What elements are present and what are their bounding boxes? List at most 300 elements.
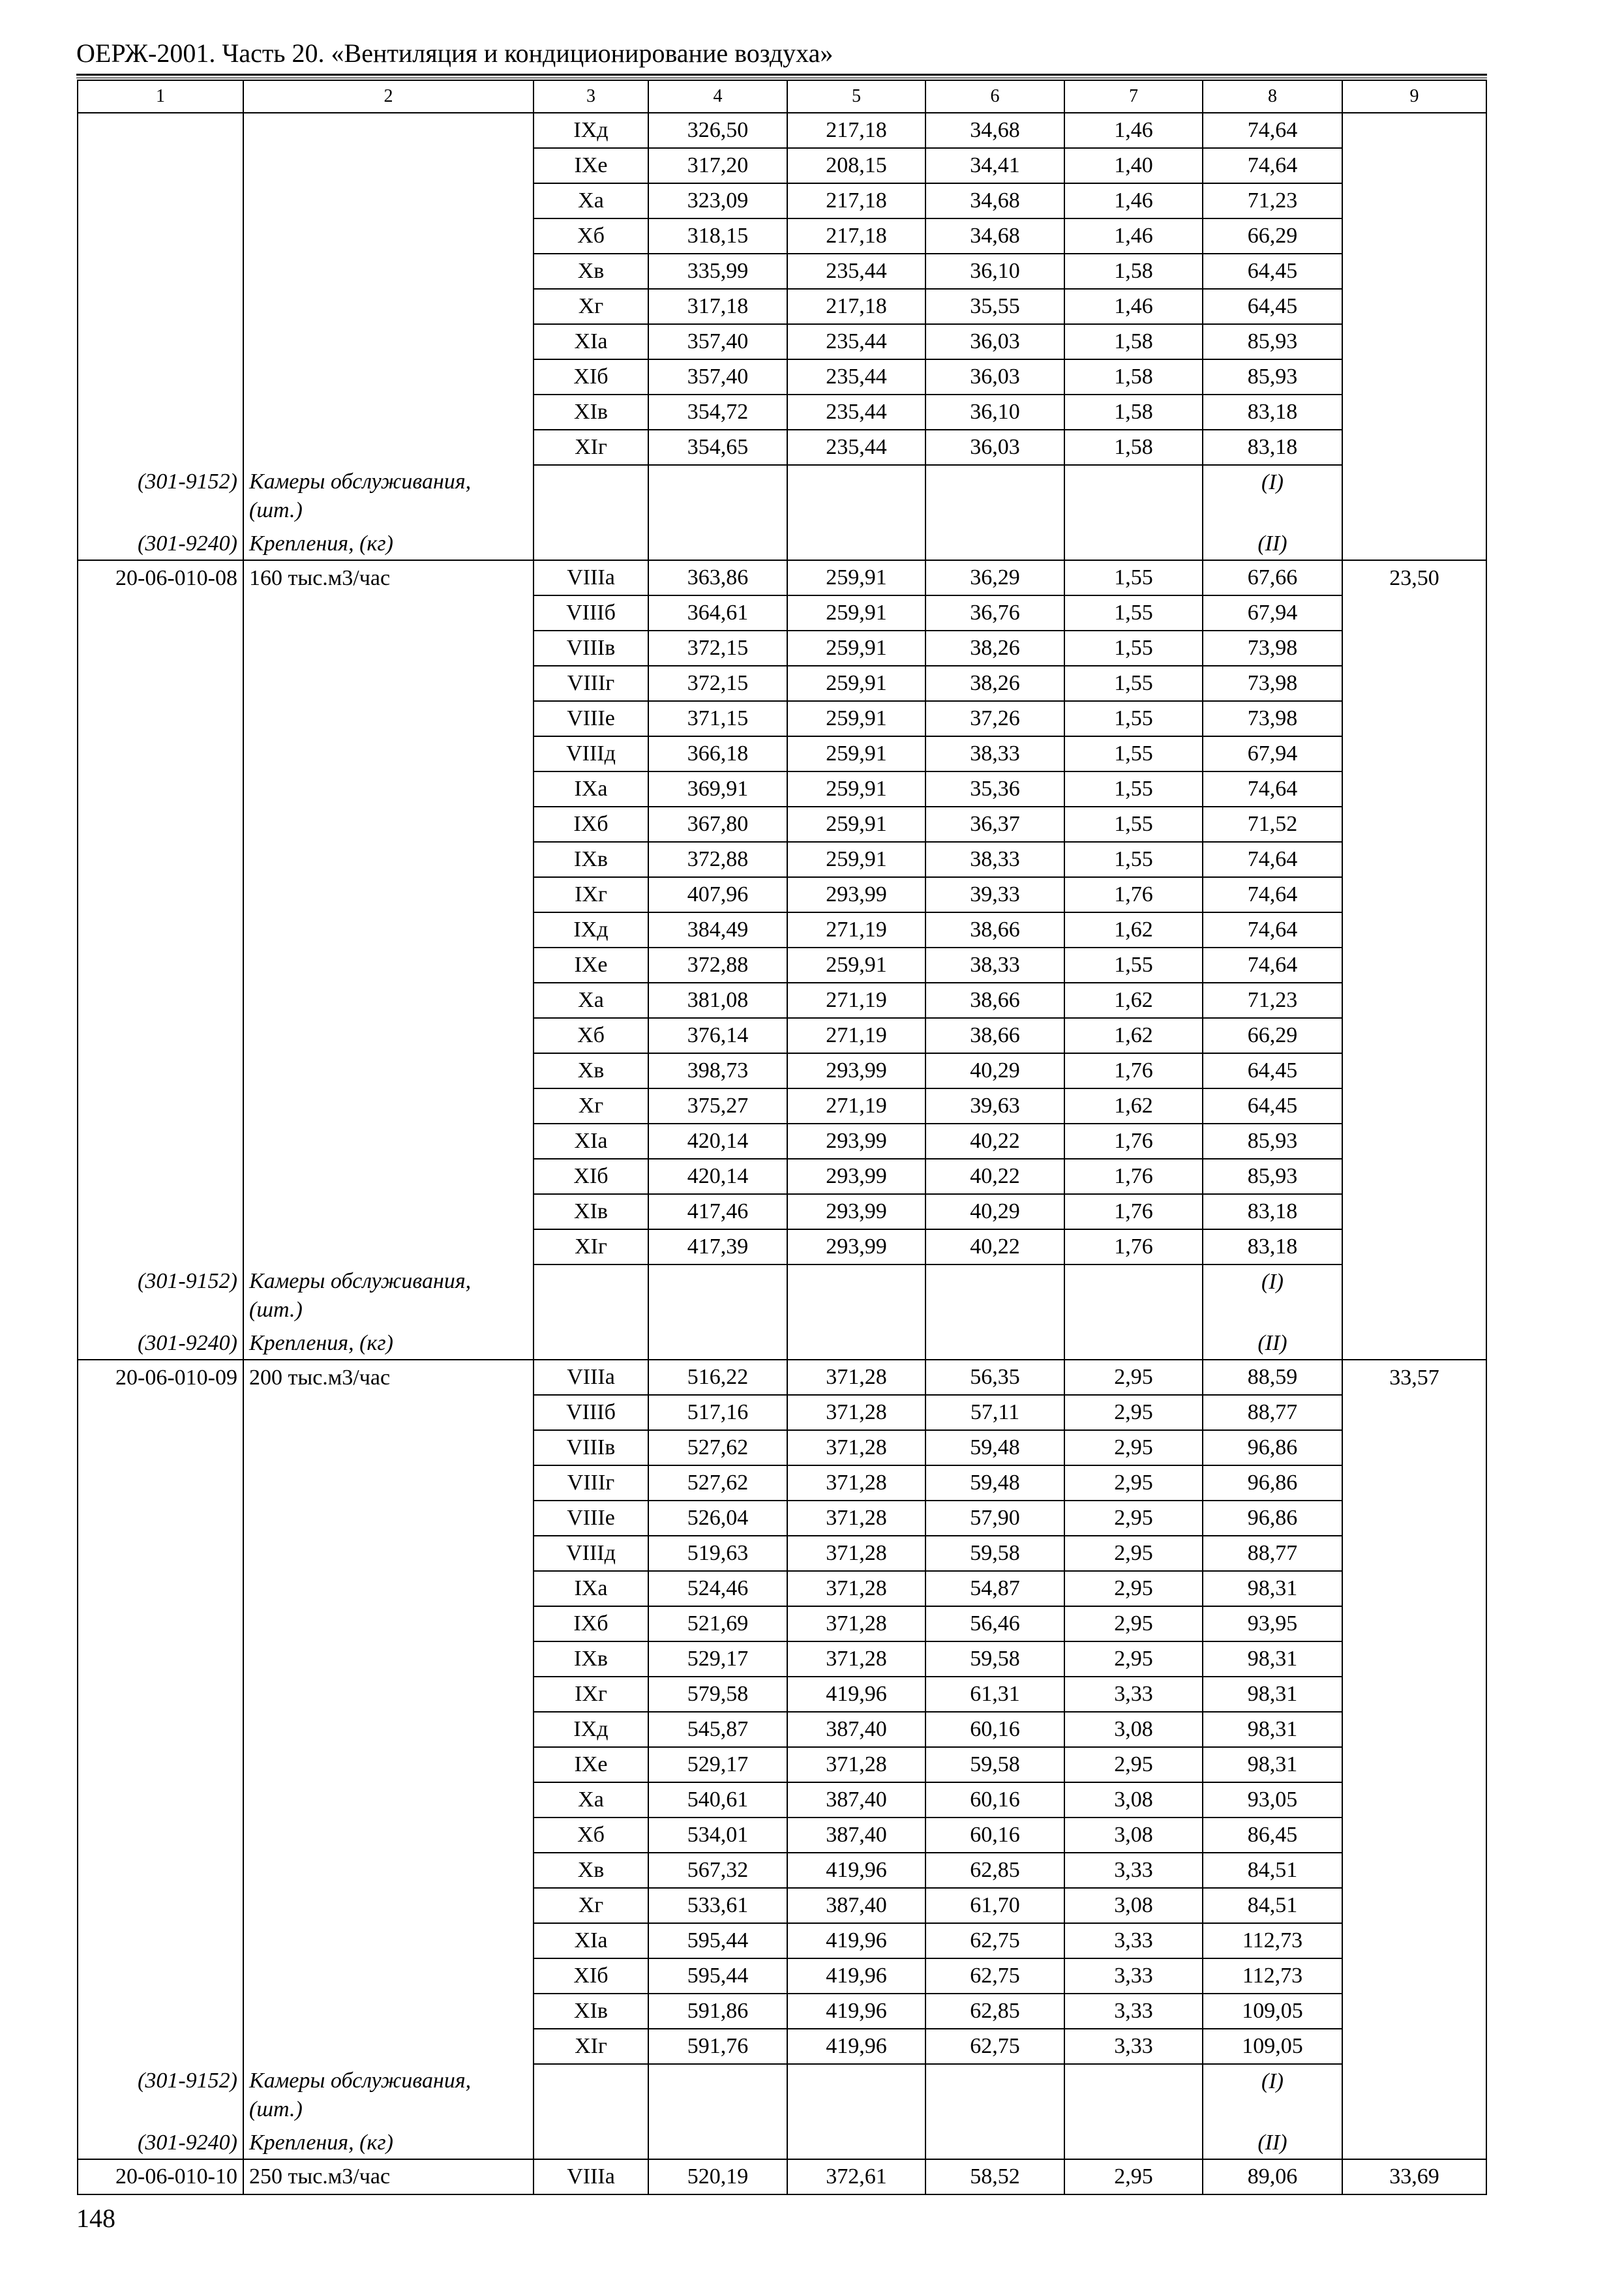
driver-wages-cell: 3,33 (1064, 1677, 1203, 1712)
grade-cell: IXд (534, 1712, 648, 1747)
driver-wages-cell: 1,55 (1064, 595, 1203, 631)
table-row (78, 1088, 1486, 1124)
name-cell: 160 тыс.м3/час (243, 560, 534, 595)
materials-cell: 88,77 (1203, 1395, 1342, 1430)
total-cost-cell: 317,18 (648, 289, 787, 324)
wages-cell: 259,91 (787, 948, 925, 983)
grade-cell: VIIIв (534, 631, 648, 666)
table-row (78, 1958, 1486, 1994)
wages-cell: 293,99 (787, 1194, 925, 1229)
labor-cell (1342, 289, 1486, 324)
machine-cost-cell: 62,85 (925, 1994, 1064, 2029)
name-cell (243, 983, 534, 1018)
materials-cell: 67,94 (1203, 595, 1342, 631)
materials-cell: 74,64 (1203, 877, 1342, 912)
driver-wages-cell: 1,55 (1064, 560, 1203, 595)
name-cell (243, 1536, 534, 1571)
labor-cell (1342, 1018, 1486, 1053)
driver-wages-cell: 1,46 (1064, 289, 1203, 324)
name-cell (243, 1018, 534, 1053)
wages-cell: 371,28 (787, 1536, 925, 1571)
total-cost-cell: 364,61 (648, 595, 787, 631)
empty-cell (925, 528, 1064, 560)
name-cell (243, 1994, 534, 2029)
resource-note-row (78, 528, 1486, 560)
grade-cell: Xв (534, 254, 648, 289)
empty-cell (1342, 1327, 1486, 1360)
materials-cell: 98,31 (1203, 1641, 1342, 1677)
wages-cell: 217,18 (787, 289, 925, 324)
machine-cost-cell: 59,58 (925, 1536, 1064, 1571)
empty-cell (534, 528, 648, 560)
machine-cost-cell: 36,10 (925, 254, 1064, 289)
code-cell (78, 113, 243, 148)
driver-wages-cell: 2,95 (1064, 1606, 1203, 1641)
grade-cell: IXв (534, 1641, 648, 1677)
driver-wages-cell: 1,76 (1064, 1053, 1203, 1088)
column-number: 7 (1064, 80, 1203, 113)
code-cell (78, 1782, 243, 1818)
wages-cell: 371,28 (787, 1571, 925, 1606)
name-cell (243, 948, 534, 983)
materials-cell: 67,66 (1203, 560, 1342, 595)
code-cell (78, 736, 243, 771)
resource-note-row (78, 2064, 1486, 2127)
total-cost-cell: 357,40 (648, 324, 787, 359)
grade-cell: Xв (534, 1053, 648, 1088)
grade-cell: XIб (534, 359, 648, 395)
column-number: 9 (1342, 80, 1486, 113)
labor-cell (1342, 1465, 1486, 1501)
resource-name: Камеры обслуживания, (шт.) (243, 1264, 534, 1327)
table-row (78, 359, 1486, 395)
column-number: 1 (78, 80, 243, 113)
code-cell (78, 595, 243, 631)
empty-cell (1342, 1264, 1486, 1327)
wages-cell: 293,99 (787, 1159, 925, 1194)
wages-cell: 293,99 (787, 1229, 925, 1264)
grade-cell: XIг (534, 2029, 648, 2064)
materials-cell: 112,73 (1203, 1958, 1342, 1994)
labor-cell (1342, 1124, 1486, 1159)
total-cost-cell: 372,88 (648, 948, 787, 983)
empty-cell (787, 465, 925, 528)
grade-cell: VIIIб (534, 1395, 648, 1430)
labor-cell (1342, 1229, 1486, 1264)
labor-cell (1342, 877, 1486, 912)
grade-cell: Xа (534, 1782, 648, 1818)
table-row (78, 1853, 1486, 1888)
machine-cost-cell: 36,03 (925, 430, 1064, 465)
wages-cell: 259,91 (787, 842, 925, 877)
materials-cell: 74,64 (1203, 113, 1342, 148)
empty-cell (925, 2064, 1064, 2127)
name-cell (243, 877, 534, 912)
driver-wages-cell: 1,76 (1064, 877, 1203, 912)
driver-wages-cell: 3,08 (1064, 1782, 1203, 1818)
name-cell (243, 148, 534, 183)
table-row (78, 1571, 1486, 1606)
table-row (78, 1465, 1486, 1501)
grade-cell: VIIIа (534, 2159, 648, 2194)
table-row (78, 1641, 1486, 1677)
driver-wages-cell: 1,55 (1064, 631, 1203, 666)
wages-cell: 271,19 (787, 983, 925, 1018)
table-row (78, 736, 1486, 771)
total-cost-cell: 516,22 (648, 1360, 787, 1395)
materials-cell: 98,31 (1203, 1571, 1342, 1606)
wages-cell: 387,40 (787, 1888, 925, 1923)
machine-cost-cell: 40,22 (925, 1159, 1064, 1194)
total-cost-cell: 317,20 (648, 148, 787, 183)
code-cell (78, 254, 243, 289)
wages-cell: 293,99 (787, 877, 925, 912)
total-cost-cell: 545,87 (648, 1712, 787, 1747)
grade-cell: Xг (534, 1088, 648, 1124)
labor-cell (1342, 1888, 1486, 1923)
materials-cell: 93,05 (1203, 1782, 1342, 1818)
labor-cell (1342, 395, 1486, 430)
wages-cell: 372,61 (787, 2159, 925, 2194)
machine-cost-cell: 38,33 (925, 948, 1064, 983)
labor-cell (1342, 912, 1486, 948)
labor-cell (1342, 1088, 1486, 1124)
grade-cell: Xг (534, 289, 648, 324)
driver-wages-cell: 1,62 (1064, 912, 1203, 948)
materials-cell: 73,98 (1203, 666, 1342, 701)
labor-cell (1342, 1194, 1486, 1229)
grade-cell: VIIIд (534, 1536, 648, 1571)
column-number-row (78, 80, 1486, 113)
code-cell (78, 324, 243, 359)
name-cell (243, 1395, 534, 1430)
grade-cell: Xг (534, 1888, 648, 1923)
grade-cell: Xб (534, 218, 648, 254)
labor-cell (1342, 701, 1486, 736)
driver-wages-cell: 2,95 (1064, 1747, 1203, 1782)
labor-cell (1342, 666, 1486, 701)
grade-cell: Xа (534, 983, 648, 1018)
code-cell: 20-06-010-10 (78, 2159, 243, 2194)
machine-cost-cell: 35,36 (925, 771, 1064, 807)
total-cost-cell: 367,80 (648, 807, 787, 842)
code-cell (78, 1571, 243, 1606)
empty-cell (1064, 465, 1203, 528)
name-cell (243, 1159, 534, 1194)
code-cell (78, 289, 243, 324)
table-row (78, 948, 1486, 983)
name-cell: 200 тыс.м3/час (243, 1360, 534, 1395)
materials-cell: 96,86 (1203, 1465, 1342, 1501)
name-cell (243, 1465, 534, 1501)
total-cost-cell: 369,91 (648, 771, 787, 807)
driver-wages-cell: 1,46 (1064, 183, 1203, 218)
total-cost-cell: 384,49 (648, 912, 787, 948)
page-header-title: ОЕРЖ-2001. Часть 20. «Вентиляция и кондиционирование воздуха» (76, 38, 834, 68)
name-cell (243, 183, 534, 218)
name-cell (243, 666, 534, 701)
materials-cell: 96,86 (1203, 1501, 1342, 1536)
name-cell (243, 1677, 534, 1712)
empty-cell (648, 465, 787, 528)
wages-cell: 419,96 (787, 1994, 925, 2029)
machine-cost-cell: 57,90 (925, 1501, 1064, 1536)
labor-cell (1342, 1677, 1486, 1712)
grade-cell: IXд (534, 113, 648, 148)
materials-cell: 85,93 (1203, 324, 1342, 359)
code-cell (78, 1018, 243, 1053)
name-cell (243, 1124, 534, 1159)
materials-cell: 85,93 (1203, 1159, 1342, 1194)
driver-wages-cell: 2,95 (1064, 1430, 1203, 1465)
empty-cell (925, 1264, 1064, 1327)
wages-cell: 259,91 (787, 771, 925, 807)
name-cell (243, 807, 534, 842)
labor-cell (1342, 359, 1486, 395)
materials-cell: 83,18 (1203, 1194, 1342, 1229)
grade-cell: XIг (534, 430, 648, 465)
total-cost-cell: 357,40 (648, 359, 787, 395)
labor-cell (1342, 1853, 1486, 1888)
grade-cell: IXд (534, 912, 648, 948)
labor-cell (1342, 1923, 1486, 1958)
labor-cell (1342, 1747, 1486, 1782)
resource-name: Камеры обслуживания, (шт.) (243, 2064, 534, 2127)
code-cell: 20-06-010-08 (78, 560, 243, 595)
resource-ref: (II) (1203, 2127, 1342, 2159)
wages-cell: 208,15 (787, 148, 925, 183)
wages-cell: 371,28 (787, 1641, 925, 1677)
wages-cell: 259,91 (787, 631, 925, 666)
labor-cell (1342, 1641, 1486, 1677)
grade-cell: IXе (534, 148, 648, 183)
code-cell (78, 1641, 243, 1677)
machine-cost-cell: 38,66 (925, 912, 1064, 948)
name-cell (243, 1501, 534, 1536)
total-cost-cell: 517,16 (648, 1395, 787, 1430)
grade-cell: XIб (534, 1958, 648, 1994)
empty-cell (1064, 2064, 1203, 2127)
code-cell (78, 948, 243, 983)
header-rule (76, 74, 1487, 76)
name-cell (243, 430, 534, 465)
machine-cost-cell: 38,66 (925, 1018, 1064, 1053)
empty-cell (787, 2127, 925, 2159)
driver-wages-cell: 3,33 (1064, 1958, 1203, 1994)
rates-table (77, 80, 1487, 2195)
total-cost-cell: 318,15 (648, 218, 787, 254)
page-number: 148 (76, 2204, 115, 2233)
code-cell (78, 1536, 243, 1571)
grade-cell: VIIIд (534, 736, 648, 771)
materials-cell: 73,98 (1203, 631, 1342, 666)
code-cell (78, 1053, 243, 1088)
code-cell (78, 1194, 243, 1229)
machine-cost-cell: 38,26 (925, 666, 1064, 701)
machine-cost-cell: 54,87 (925, 1571, 1064, 1606)
resource-ref: (I) (1203, 1264, 1342, 1327)
resource-code: (301-9152) (78, 465, 243, 528)
wages-cell: 371,28 (787, 1747, 925, 1782)
total-cost-cell: 527,62 (648, 1465, 787, 1501)
machine-cost-cell: 34,68 (925, 218, 1064, 254)
empty-cell (534, 465, 648, 528)
total-cost-cell: 398,73 (648, 1053, 787, 1088)
code-cell (78, 359, 243, 395)
empty-cell (648, 2064, 787, 2127)
materials-cell: 74,64 (1203, 148, 1342, 183)
wages-cell: 419,96 (787, 1853, 925, 1888)
grade-cell: XIа (534, 1124, 648, 1159)
code-cell (78, 1606, 243, 1641)
name-cell (243, 842, 534, 877)
code-cell (78, 1853, 243, 1888)
driver-wages-cell: 2,95 (1064, 1465, 1203, 1501)
materials-cell: 74,64 (1203, 948, 1342, 983)
table-row (78, 395, 1486, 430)
name-cell (243, 1641, 534, 1677)
name-cell (243, 912, 534, 948)
materials-cell: 109,05 (1203, 1994, 1342, 2029)
total-cost-cell: 363,86 (648, 560, 787, 595)
wages-cell: 419,96 (787, 1958, 925, 1994)
machine-cost-cell: 34,41 (925, 148, 1064, 183)
resource-code: (301-9240) (78, 528, 243, 560)
driver-wages-cell: 2,95 (1064, 1360, 1203, 1395)
column-number: 2 (243, 80, 534, 113)
column-number: 3 (534, 80, 648, 113)
grade-cell: IXв (534, 842, 648, 877)
total-cost-cell: 417,39 (648, 1229, 787, 1264)
total-cost-cell: 366,18 (648, 736, 787, 771)
resource-ref: (II) (1203, 528, 1342, 560)
labor-cell (1342, 983, 1486, 1018)
materials-cell: 84,51 (1203, 1888, 1342, 1923)
table-row (78, 1360, 1486, 1395)
grade-cell: VIIIа (534, 1360, 648, 1395)
labor-cell (1342, 1782, 1486, 1818)
driver-wages-cell: 3,08 (1064, 1712, 1203, 1747)
table-row (78, 148, 1486, 183)
driver-wages-cell: 3,08 (1064, 1818, 1203, 1853)
name-cell (243, 1747, 534, 1782)
column-number: 5 (787, 80, 925, 113)
materials-cell: 84,51 (1203, 1853, 1342, 1888)
materials-cell: 71,23 (1203, 183, 1342, 218)
name-cell (243, 1606, 534, 1641)
resource-note-row (78, 465, 1486, 528)
name-cell (243, 324, 534, 359)
labor-cell (1342, 113, 1486, 148)
table-row (78, 807, 1486, 842)
machine-cost-cell: 62,75 (925, 2029, 1064, 2064)
name-cell (243, 1194, 534, 1229)
grade-cell: VIIIг (534, 666, 648, 701)
grade-cell: IXа (534, 771, 648, 807)
driver-wages-cell: 1,55 (1064, 701, 1203, 736)
table-row (78, 289, 1486, 324)
materials-cell: 98,31 (1203, 1747, 1342, 1782)
table-row (78, 183, 1486, 218)
driver-wages-cell: 1,55 (1064, 948, 1203, 983)
total-cost-cell: 420,14 (648, 1159, 787, 1194)
name-cell (243, 395, 534, 430)
wages-cell: 419,96 (787, 2029, 925, 2064)
table-row (78, 1818, 1486, 1853)
materials-cell: 67,94 (1203, 736, 1342, 771)
labor-cell: 33,69 (1342, 2159, 1486, 2194)
table-row (78, 2029, 1486, 2064)
labor-cell (1342, 1606, 1486, 1641)
total-cost-cell: 524,46 (648, 1571, 787, 1606)
driver-wages-cell: 1,76 (1064, 1159, 1203, 1194)
labor-cell (1342, 183, 1486, 218)
machine-cost-cell: 56,46 (925, 1606, 1064, 1641)
resource-ref: (II) (1203, 1327, 1342, 1360)
table-row (78, 1747, 1486, 1782)
code-cell (78, 1395, 243, 1430)
total-cost-cell: 529,17 (648, 1747, 787, 1782)
materials-cell: 71,23 (1203, 983, 1342, 1018)
empty-cell (534, 2064, 648, 2127)
labor-cell (1342, 324, 1486, 359)
grade-cell: VIIIа (534, 560, 648, 595)
empty-cell (925, 2127, 1064, 2159)
total-cost-cell: 595,44 (648, 1923, 787, 1958)
table-row (78, 1395, 1486, 1430)
table-row (78, 595, 1486, 631)
grade-cell: Xа (534, 183, 648, 218)
wages-cell: 371,28 (787, 1395, 925, 1430)
machine-cost-cell: 39,33 (925, 877, 1064, 912)
grade-cell: VIIIг (534, 1465, 648, 1501)
table-row (78, 1606, 1486, 1641)
name-cell (243, 1958, 534, 1994)
table-row (78, 254, 1486, 289)
driver-wages-cell: 1,40 (1064, 148, 1203, 183)
machine-cost-cell: 62,75 (925, 1923, 1064, 1958)
materials-cell: 98,31 (1203, 1712, 1342, 1747)
total-cost-cell: 354,72 (648, 395, 787, 430)
code-cell (78, 1229, 243, 1264)
name-cell (243, 1712, 534, 1747)
code-cell (78, 395, 243, 430)
wages-cell: 371,28 (787, 1465, 925, 1501)
name-cell (243, 1571, 534, 1606)
code-cell (78, 218, 243, 254)
materials-cell: 89,06 (1203, 2159, 1342, 2194)
wages-cell: 259,91 (787, 701, 925, 736)
table-row (78, 1053, 1486, 1088)
driver-wages-cell: 1,55 (1064, 666, 1203, 701)
table-row (78, 1124, 1486, 1159)
wages-cell: 259,91 (787, 807, 925, 842)
name-cell (243, 1923, 534, 1958)
empty-cell (534, 2127, 648, 2159)
labor-cell (1342, 1501, 1486, 1536)
total-cost-cell: 520,19 (648, 2159, 787, 2194)
total-cost-cell: 521,69 (648, 1606, 787, 1641)
code-cell (78, 807, 243, 842)
total-cost-cell: 335,99 (648, 254, 787, 289)
table-row (78, 1430, 1486, 1465)
wages-cell: 419,96 (787, 1677, 925, 1712)
wages-cell: 235,44 (787, 254, 925, 289)
table-row (78, 1501, 1486, 1536)
materials-cell: 64,45 (1203, 1053, 1342, 1088)
code-cell (78, 1501, 243, 1536)
name-cell (243, 289, 534, 324)
